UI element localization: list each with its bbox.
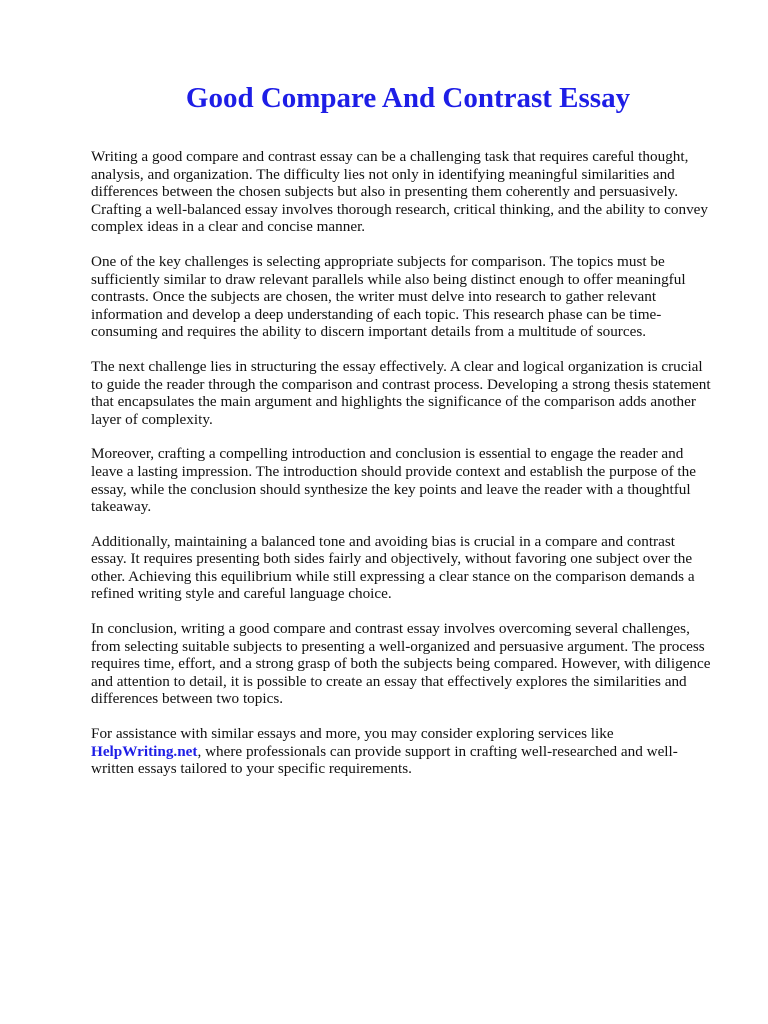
- paragraph-3: The next challenge lies in structuring the essay effectively. A clear and logical organization is crucial to guide the reader through the comparison and contrast process. Developing a strong thesis statement that encapsulates the main argument and highlights the significance of the comparison adds another layer of complexity.: [91, 357, 711, 428]
- paragraph-1: Writing a good compare and contrast essay can be a challenging task that requires careful thought, analysis, and organization. The difficulty lies not only in identifying meaningful similarities and differences between the chosen subjects but also in presenting them coherently and persuasively. Crafting a well-balanced essay involves thorough research, critical thinking, and the ability to convey complex ideas in a clear and concise manner.: [91, 148, 709, 236]
- paragraph-5: Additionally, maintaining a balanced tone and avoiding bias is crucial in a compare and contrast essay. It requires presenting both sides fairly and objectively, without favoring one subject over the other. Achieving this equilibrium while still expressing a clear stance on the comparison demands a refined writing style and careful language choice.: [91, 532, 695, 603]
- helpwriting-link[interactable]: HelpWriting.net: [91, 742, 198, 760]
- paragraph-2: One of the key challenges is selecting appropriate subjects for comparison. The topics must be sufficiently similar to draw relevant parallels while also being distinct enough to offer meaningful contrasts. Once the subjects are chosen, the writer must delve into research to gather relevant information and develop a deep understanding of each topic. This research phase can be time-consuming and requires the ability to discern important details from a multitude of sources.: [91, 252, 686, 341]
- paragraph-4: Moreover, crafting a compelling introduction and conclusion is essential to engage the reader and leave a lasting impression. The introduction should provide context and establish the purpose of the essay, while the conclusion should synthesize the key points and leave the reader with a thoughtful takeaway.: [91, 445, 696, 516]
- paragraph-6: In conclusion, writing a good compare and contrast essay involves overcoming several challenges, from selecting suitable subjects to presenting a well-organized and persuasive argument. The process requires time, effort, and a strong grasp of both the subjects being compared. However, with diligence and attention to detail, it is possible to create an essay that effectively explores the similarities and differences between two topics.: [91, 620, 711, 708]
- page-title: Good Compare And Contrast Essay: [185, 82, 631, 114]
- essay-body: [91, 148, 713, 795]
- closing-paragraph: [91, 725, 713, 778]
- closing-text-after-link: , where professionals can provide support in crafting well-researched and well-written essays tailored to your specific requirements.: [91, 742, 678, 778]
- closing-text-before-link: For assistance with similar essays and more, you may consider exploring services like: [91, 725, 614, 743]
